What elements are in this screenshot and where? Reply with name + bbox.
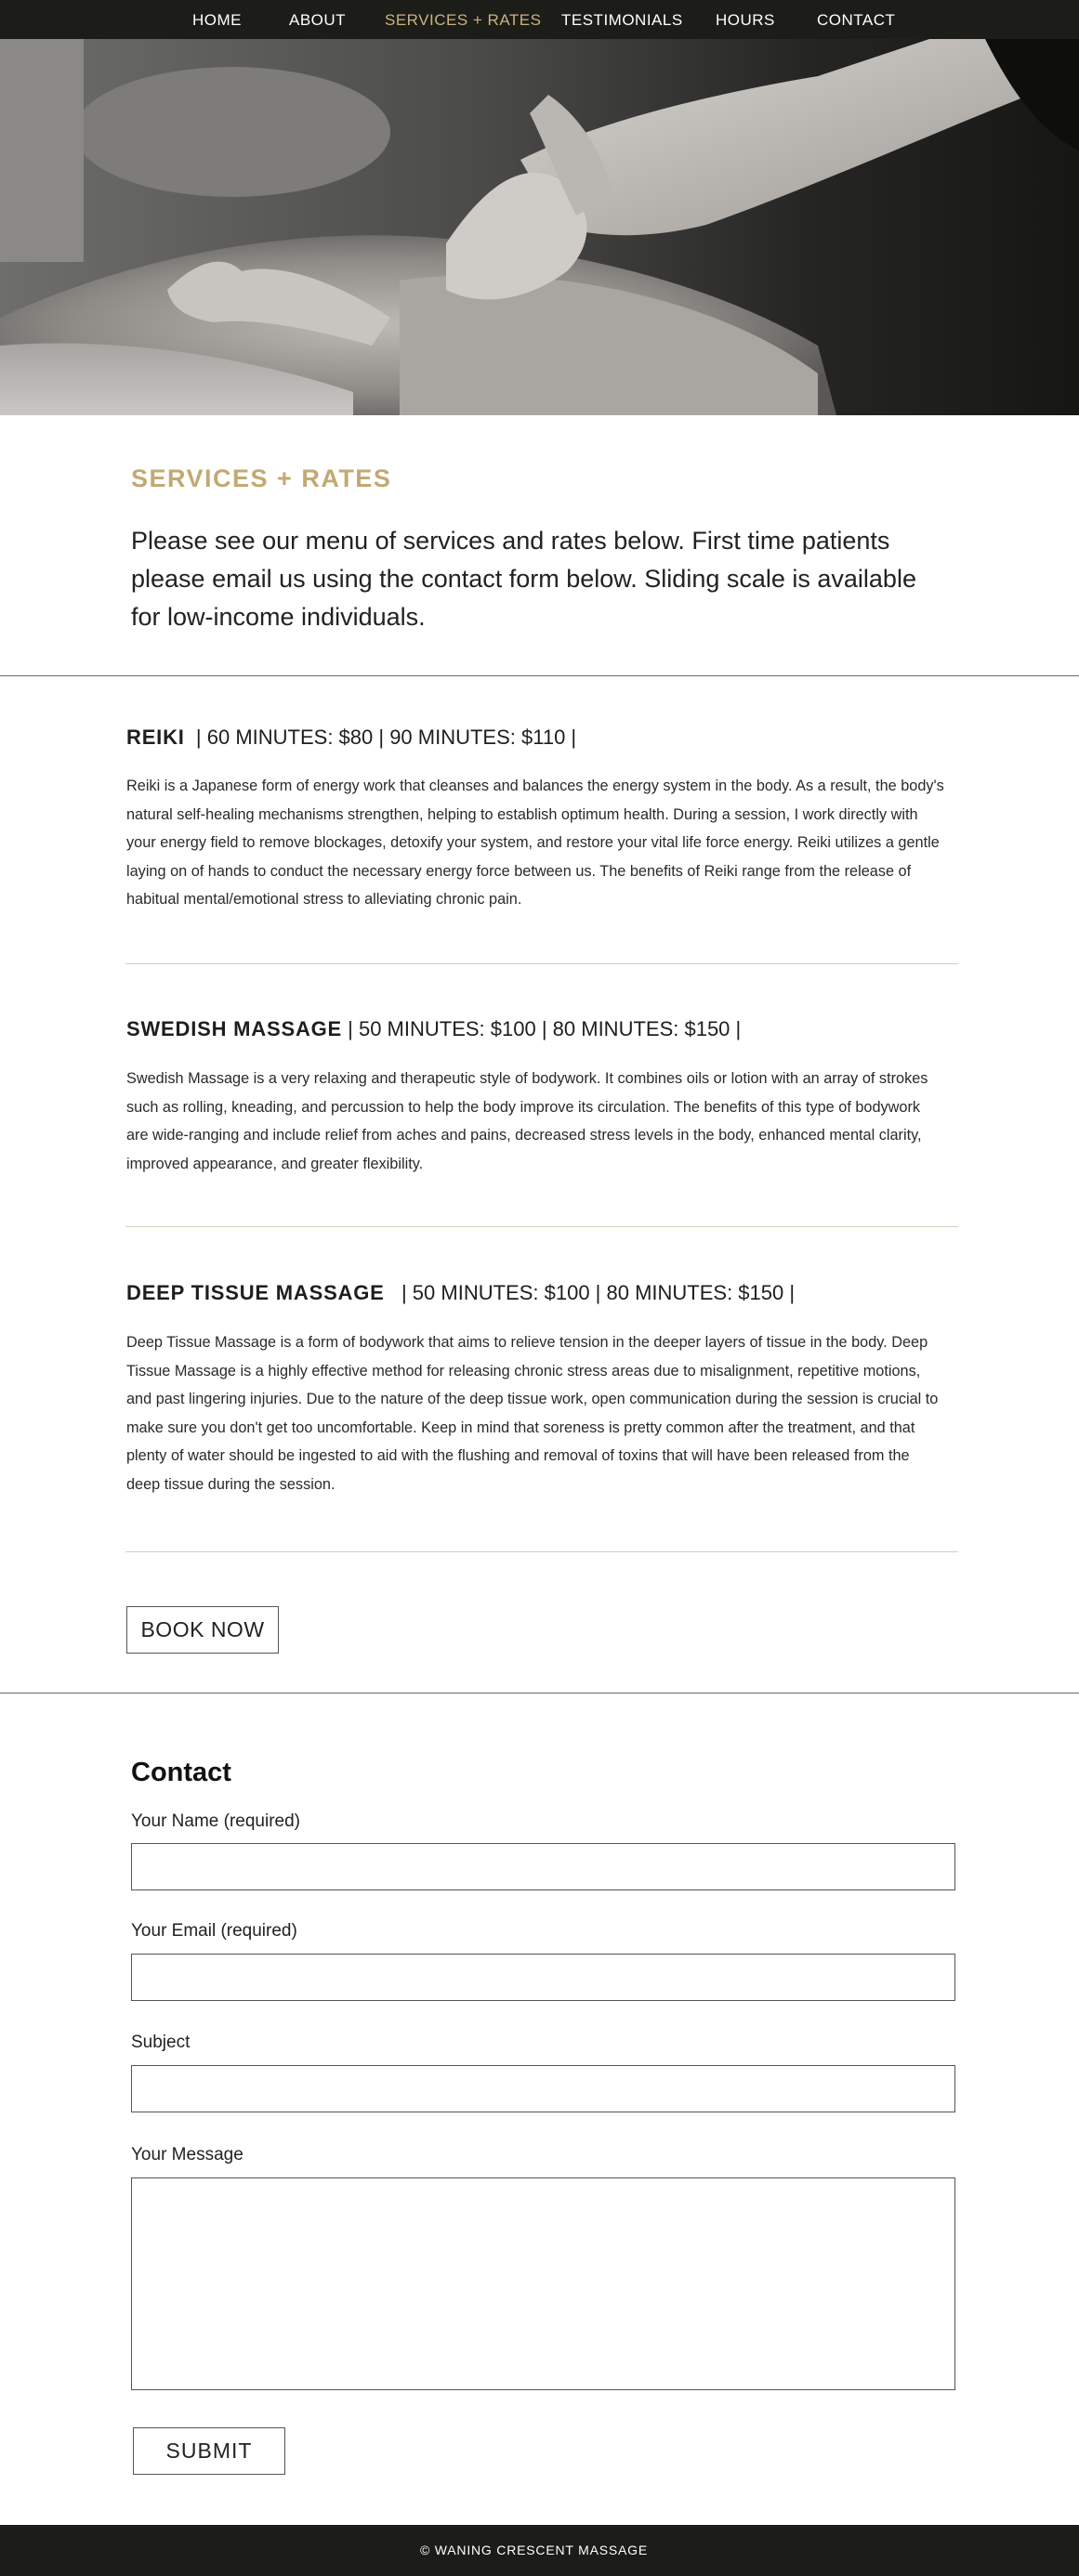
nav-item-testimonials[interactable]: TESTIMONIALS [561,11,683,29]
service-divider [125,963,958,964]
service-description-swedish-massage: Swedish Massage is a very relaxing and therapeutic style of bodywork. It combines oils or lotion with an array of strokes such as rolling, kneading, and percussion to help the body improve its circulation. The benefits of this type of bodywork are wide-ranging and include relief from aches and pains, decreased stress levels in the body, enhanced mental clarity, improved appearance, and greater flexibility. [126,1070,928,1172]
nav-item-home[interactable]: HOME [192,11,242,29]
email-field-label: Your Email (required) [131,1921,297,1941]
subject-field-label: Subject [131,2033,191,2052]
book-now-button[interactable]: BOOK NOW [126,1606,279,1654]
service-name: DEEP TISSUE MASSAGE [126,1281,385,1304]
intro-text: Please see our menu of services and rates below. First time patients please email us using the contact form below. Sliding scale is available for low-income individuals. [131,527,916,631]
service-description-reiki: Reiki is a Japanese form of energy work that cleanses and balances the energy system in the body. As a result, the body's natural self-healing mechanisms strengthen, helping to establish optimum health. During a session, I work directly with your energy field to remove blockages, detoxify your system, and restore your vital life force energy. Reiki utilizes a gentle laying on of hands to conduct the necessary energy force between us. The benefits of Reiki range from the release of habitual mental/emotional stress to alleviating chronic pain. [126,778,944,908]
message-field[interactable] [131,2177,955,2390]
service-description-deep-tissue-massage: Deep Tissue Massage is a form of bodywork that aims to relieve tension in the deeper layers of tissue in the body. Deep Tissue Massage is a highly effective method for releasing chronic stress areas due to misalignment, repetitive motions, and past lingering injuries. Due to the nature of the deep tissue work, open communication during the session is crucial to make sure you don't get too uncomfortable. Keep in mind that soreness is pretty common after the treatment, and that plenty of water should be ingested to aid with the flushing and removal of toxins that will have been released from the deep tissue during the session. [126,1334,939,1493]
service-rates: | 60 MINUTES: $80 | 90 MINUTES: $110 | [184,726,577,749]
service-heading-deep-tissue-massage [126,1281,795,1305]
subject-field[interactable] [131,2065,955,2112]
service-name: SWEDISH MASSAGE [126,1017,343,1040]
contact-title: Contact [131,1758,231,1787]
footer-copyright: © WANING CRESCENT MASSAGE [419,2543,648,2557]
massage-photo-icon [0,39,1079,415]
name-field-label: Your Name (required) [131,1811,300,1831]
service-heading-reiki [126,726,576,750]
top-nav [0,0,1079,39]
footer [0,2525,1079,2576]
section-title: SERVICES + RATES [131,464,392,492]
hero-image [0,39,1079,415]
service-heading-swedish-massage [126,1017,741,1041]
email-field[interactable] [131,1954,955,2001]
nav-item-contact[interactable]: CONTACT [817,11,896,29]
nav-item-services-rates[interactable]: SERVICES + RATES [385,11,542,29]
name-field[interactable] [131,1843,955,1890]
service-rates: | 50 MINUTES: $100 | 80 MINUTES: $150 | [342,1017,742,1040]
service-name: REIKI [126,726,185,749]
service-divider [125,1226,958,1227]
section-divider [0,675,1079,676]
message-field-label: Your Message [131,2145,243,2164]
submit-button[interactable]: SUBMIT [133,2427,285,2475]
service-divider [125,1551,958,1552]
nav-item-hours[interactable]: HOURS [716,11,775,29]
service-rates: | 50 MINUTES: $100 | 80 MINUTES: $150 | [384,1281,796,1304]
nav-item-about[interactable]: ABOUT [289,11,347,29]
